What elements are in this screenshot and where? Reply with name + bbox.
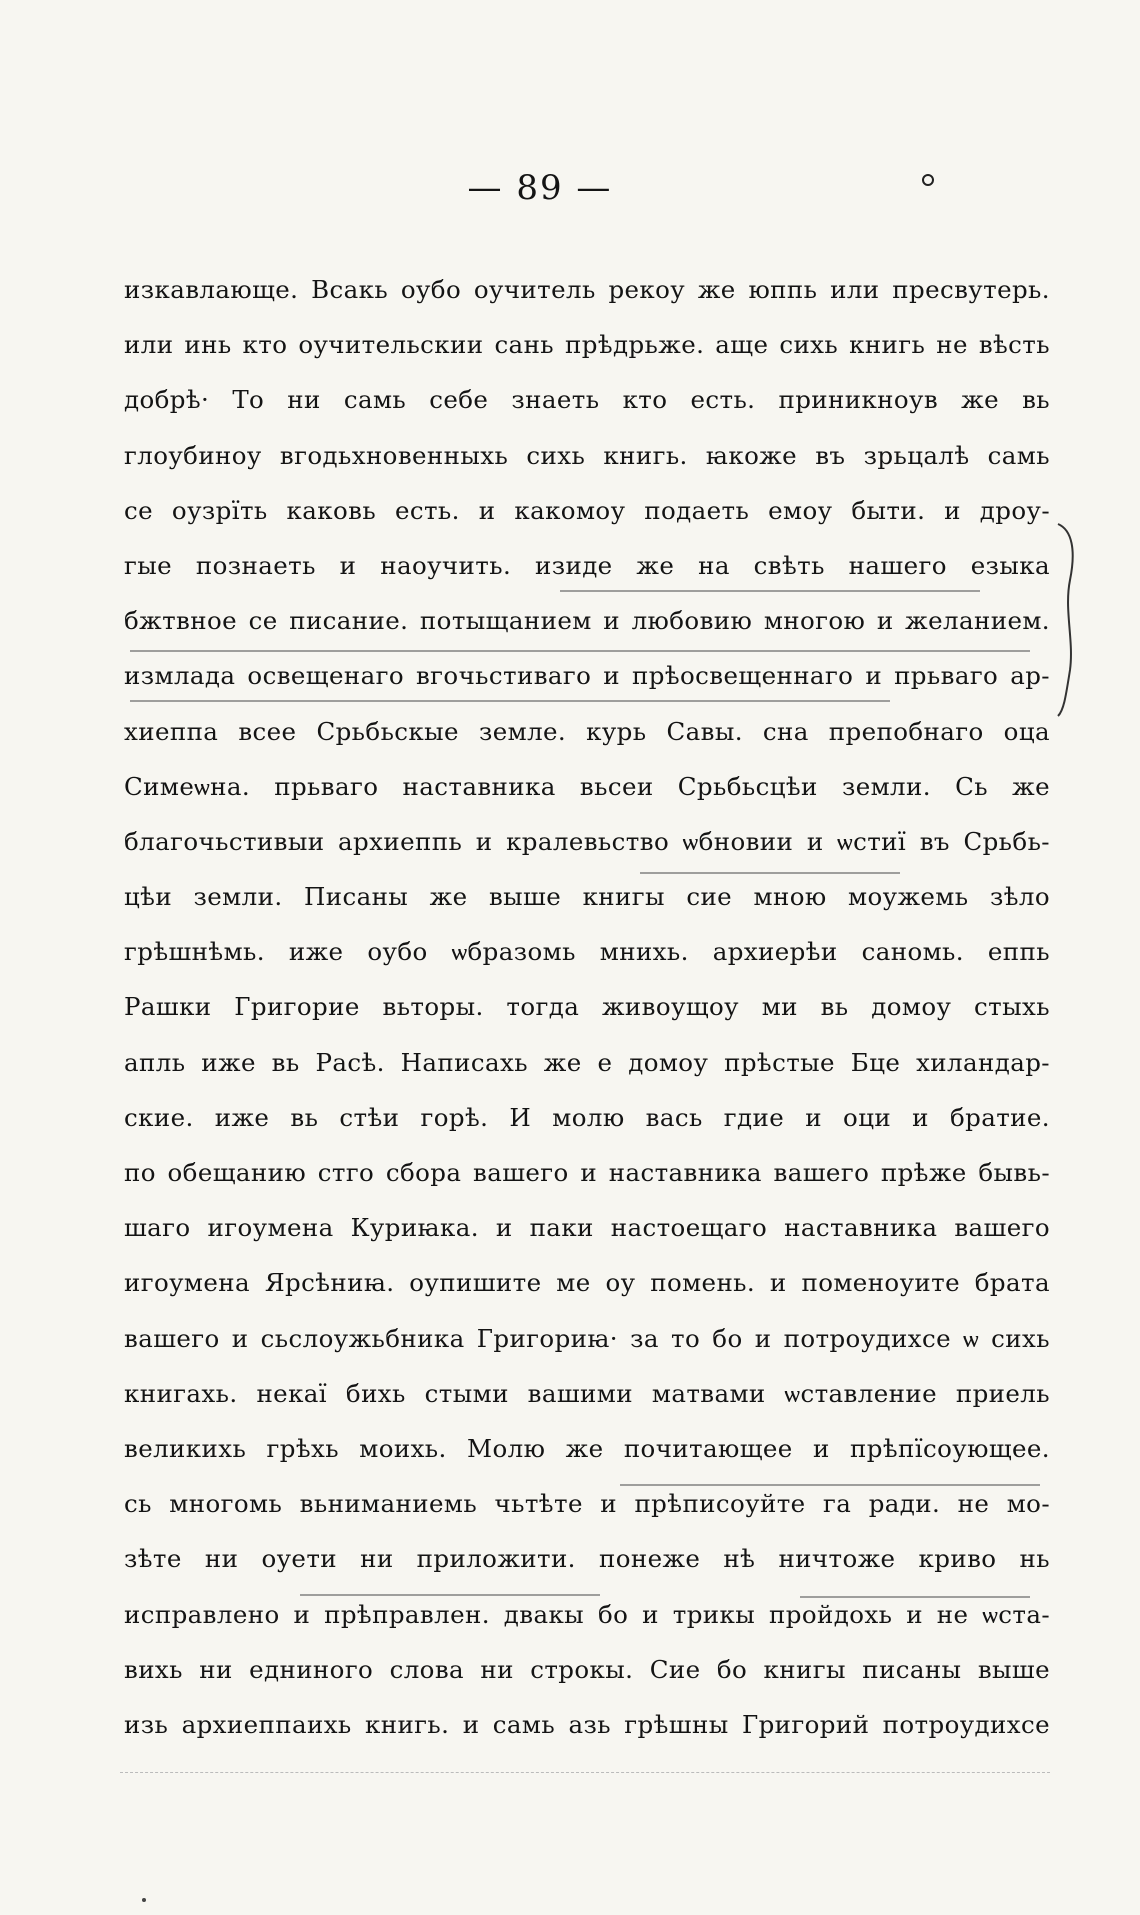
- page-number: — 89 —: [467, 168, 613, 208]
- text-line: или инь кто оучительскии сань прѣдрьже. аще сихь книгь не вѣсть: [124, 330, 1050, 360]
- text-line: бжтвное се писание. потыщанием и любовию многою и желанием.: [124, 606, 1050, 636]
- pencil-underline: [560, 590, 980, 592]
- text-line: изь архиеппаихь книгь. и самь азь грѣшны Григорий потроудихсе: [124, 1709, 1050, 1739]
- pencil-underline: [640, 872, 900, 874]
- text-line: измлада освещенаго вгочьстиваго и прѣосвещеннаго и прьваго ар-: [124, 661, 1050, 691]
- text-line: се оузрїть каковь есть. и какомоу подаеть емоу быти. и дроу-: [124, 495, 1050, 525]
- ink-speck: [142, 1898, 146, 1902]
- text-line: игоумена Ярсѣниꙗ. оупишите ме оу помень. и поменоуите брата: [124, 1268, 1050, 1298]
- bottom-rule: [120, 1772, 1050, 1773]
- margin-bracket-mark: [1056, 520, 1078, 720]
- text-line: добрѣ· То ни самь себе знаеть кто есть. приникноув же вь: [124, 385, 1050, 415]
- text-line: книгахь. некаї бихь стыми вашими матвами ѡставление приель: [124, 1378, 1050, 1408]
- text-line: по обещанию стго сбора вашего и наставника вашего прѣже бывь-: [124, 1158, 1050, 1187]
- text-line: вихь ни едниного слова ни строкы. Сие бо книгы писаны выше: [124, 1654, 1050, 1684]
- pencil-underline: [800, 1596, 1030, 1598]
- text-line: зѣте ни оуети ни приложити. понеже нѣ ничтоже криво нь: [124, 1544, 1050, 1574]
- text-line: вашего и сьслоужьбника Григориꙗ· за то бо и потроудихсе ѡ сихь: [124, 1323, 1050, 1353]
- text-line: исправлено и прѣправлен. двакы бо и трикы пройдохь и не ѡста-: [124, 1599, 1050, 1629]
- pencil-underline: [620, 1484, 1040, 1486]
- pencil-underline: [130, 650, 1030, 652]
- text-line: благочьстивыи архиеппь и кралевьство ѡбновии и ѡстиї въ Срьбь-: [124, 826, 1050, 856]
- text-line: сь многомь вьниманиемь чьтѣте и прѣписоуйте га ради. не мо-: [124, 1489, 1050, 1519]
- pencil-underline: [130, 700, 890, 702]
- text-line: великихь грѣхь моихь. Молю же почитающее и прѣпїсоующее.: [124, 1433, 1050, 1463]
- ink-dot-mark: [922, 174, 934, 186]
- text-line: глоубиноу вгодьхновенныхь сихь книгь. ꙗкоже въ зрьцалѣ самь: [124, 440, 1050, 470]
- body-text: [124, 262, 1050, 1752]
- pencil-underline: [300, 1594, 600, 1596]
- text-line: грѣшнѣмь. иже оубо ѡбразомь мнихь. архиерѣи саномь. еппь: [124, 937, 1050, 967]
- text-line: хиеппа всее Срьбьскыe земле. курь Савы. сна препобнаго оца: [124, 716, 1050, 746]
- text-line: шаго игоумена Куриꙗка. и паки настоещаго наставника вашего: [124, 1213, 1050, 1243]
- text-line: Симеѡна. прьваго наставника вьсеи Срьбьсцѣи земли. Сь же: [124, 771, 1050, 801]
- text-line: изкавлающе. Всакь оубо оучитель рекоу же юппь или пресвутерь.: [124, 275, 1050, 304]
- text-line: апль иже вь Расѣ. Написахь же е домоу прѣстые Бце хиландар-: [124, 1047, 1050, 1077]
- text-line: цѣи земли. Писаны же выше книгы сие мною моужемь зѣло: [124, 882, 1050, 912]
- text-line: гые познаеть и наоучить. изиде же на свѣть нашего езыка: [124, 550, 1050, 580]
- text-line: Рашки Григорие вьторы. тогда живоущоу ми вь домоу стыхь: [124, 992, 1050, 1022]
- text-line: скиe. иже вь стѣи горѣ. И молю вась гдие и оци и братие.: [124, 1102, 1050, 1132]
